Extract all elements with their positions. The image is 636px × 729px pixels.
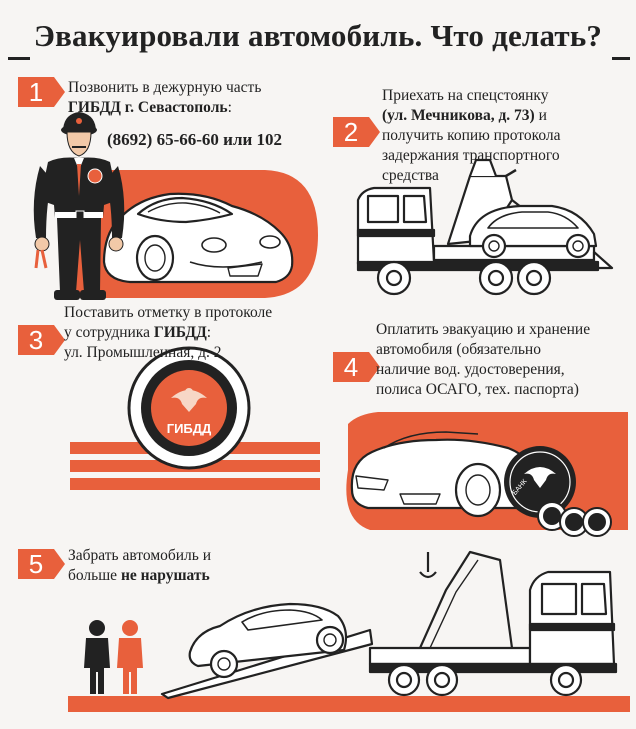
people-icon	[84, 620, 143, 694]
step-4-line4: полиса ОСАГО, тех. паспорта)	[376, 381, 579, 398]
gibdd-stamp-icon	[129, 348, 249, 468]
step5-ground-strip	[68, 696, 630, 712]
coin-label: БАНК	[511, 478, 529, 497]
step-3-line2	[64, 323, 334, 343]
step-2-line2	[382, 106, 632, 126]
step-2-text	[382, 86, 632, 186]
step-3-line3: ул. Промышленная, д. 2	[64, 344, 222, 361]
step-3-line2-bold: ГИБДД	[153, 324, 207, 341]
stamp-label: ГИБДД	[166, 421, 212, 436]
step-5-number: 5	[18, 549, 54, 579]
step-3-line2-rest: :	[206, 324, 212, 341]
step-4-text	[376, 320, 634, 400]
step-5-line1: Забрать автомобиль и	[68, 547, 212, 564]
step-1-line1: Позвонить в дежурную часть	[68, 79, 262, 96]
step-4-line2: автомобиля (обязательно	[376, 341, 541, 358]
step-2-number: 2	[333, 117, 369, 147]
step-2-line4: задержания транспортного	[382, 147, 560, 164]
step-5-text	[68, 546, 318, 586]
step-4-line1: Оплатить эвакуацию и хранение	[376, 321, 591, 338]
step-2-line2-rest: и	[534, 107, 547, 124]
step-3-text	[64, 303, 334, 363]
step-2-line5: средства	[382, 167, 439, 184]
step-4-line3: наличие вод. удостоверения,	[376, 361, 565, 378]
step-1-line2	[68, 98, 358, 118]
page-title: Эвакуировали автомобиль. Что делать?	[33, 18, 603, 53]
step-3-line2-pre: у сотрудника	[64, 324, 154, 341]
step-2-line1: Приехать на спецстоянку	[382, 87, 549, 104]
step-5-line2-pre: больше	[68, 567, 121, 584]
step-1-line2-bold: ГИБДД г. Севастополь	[68, 99, 228, 116]
step-1-line2-rest: :	[227, 99, 232, 116]
step-5-line2	[68, 566, 318, 586]
step-4-number: 4	[333, 352, 369, 382]
step-1-phone: (8692) 65-66-60 или 102	[107, 130, 283, 149]
step-2-line3: получить копию протокола	[382, 127, 561, 144]
step-5-line2-bold: не нарушать	[120, 567, 210, 584]
step-3-line1: Поставить отметку в протоколе	[64, 304, 273, 321]
step-3-number: 3	[18, 325, 54, 355]
step-1-number: 1	[18, 77, 54, 107]
step-1-text	[68, 78, 358, 118]
step-2-line2-bold: (ул. Мечникова, д. 73)	[382, 107, 535, 124]
